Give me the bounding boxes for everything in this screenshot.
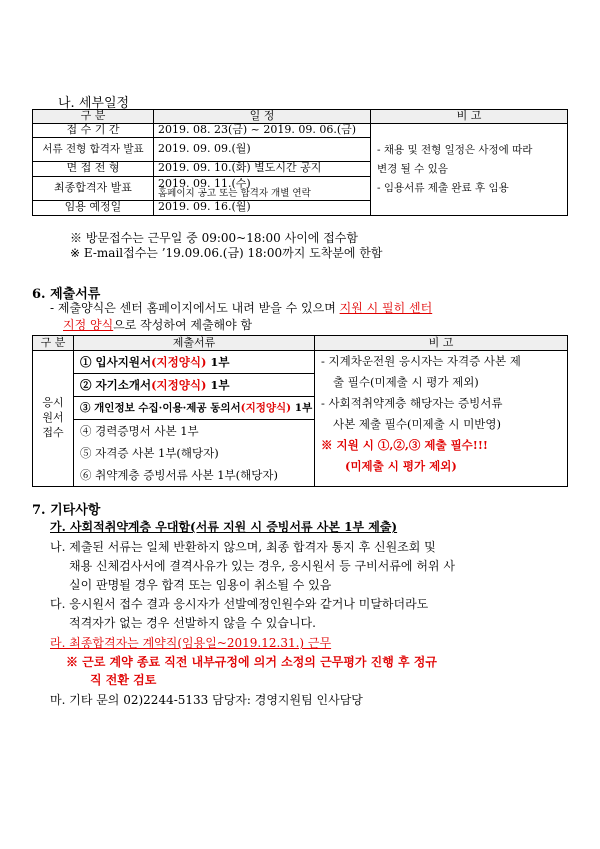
schedule-remark-line: - 채용 및 전형 일정은 사정에 따라: [377, 143, 533, 156]
documents-category-text: 응시원서접수: [42, 396, 64, 439]
documents-intro-cont: [63, 316, 252, 333]
other-item-ra-note-cont: 직 전환 검토: [90, 673, 157, 687]
other-item-ra: 라. 최종합격자는 계약직(임용일~2019.12.31.) 근무: [50, 636, 332, 650]
schedule-row-label: 접 수 기 간: [33, 123, 154, 137]
schedule-note: [70, 244, 383, 261]
documents-intro-emphasis: 지정 양식: [63, 318, 114, 332]
documents-intro: [50, 299, 432, 316]
documents-remark-line: - 사회적취약계층 해당자는 증빙서류: [321, 396, 503, 410]
other-item-ma: 마. 기타 문의 02)2244-5133 담당자: 경영지원팀 인사담당: [50, 693, 363, 707]
schedule-row-label: 임용 예정일: [33, 200, 154, 215]
schedule-remark-line: 변경 될 수 있음: [377, 162, 448, 175]
schedule-note-email: ※ E-mail접수는 ’19.09.06.(금) 18:00까지 도착분에 한함: [70, 246, 383, 260]
documents-required-warning: ※ 지원 시 ①,②,③ 제출 필수!!!: [321, 438, 488, 452]
schedule-row-date-note: 홈페이지 공고 또는 합격자 개별 연락: [158, 187, 311, 199]
documents-required-warning-note: (미제출 시 평가 제외): [345, 459, 457, 473]
other-heading: 7. 기타사항: [32, 503, 101, 518]
documents-header-remark: 비 고: [315, 336, 568, 351]
documents-header-docs: 제출서류: [74, 336, 315, 351]
documents-category: [33, 351, 74, 487]
schedule-remark-line: - 임용서류 제출 완료 후 임용: [377, 181, 509, 194]
other-item-ra-note: ※ 근로 계약 종료 직전 내부규정에 의거 소정의 근무평가 진행 후 정규: [66, 655, 437, 669]
documents-remark-line: 사본 제출 필수(미제출 시 미반영): [333, 417, 502, 431]
other-item-da: 다. 응시원서 접수 결과 응시자가 선발예정인원수와 같거나 미달하더라도: [50, 597, 429, 611]
schedule-row-date: 2019. 09. 09.(월): [154, 137, 371, 161]
documents-intro-emphasis: 지원 시 필히 센터: [339, 301, 433, 315]
documents-intro-suffix: 으로 작성하여 제출해야 함: [113, 318, 253, 332]
document-item: ⑥ 취약계층 증빙서류 사본 1부(해당자): [80, 468, 278, 482]
other-item-na-cont: 실이 판명될 경우 합격 또는 임용이 취소될 수 있음: [69, 578, 332, 592]
documents-header-category: 구 분: [33, 336, 74, 351]
schedule-note: ※ 방문접수는 근무일 중 09:00~18:00 사이에 접수함: [70, 231, 358, 245]
schedule-header-remark: 비 고: [371, 110, 568, 124]
schedule-row-date: 2019. 08. 23(금) ~ 2019. 09. 06.(금): [154, 123, 371, 137]
other-item-na-cont: 채용 신체검사서에 결격사유가 있는 경우, 응시원서 등 구비서류에 허위 사: [69, 559, 455, 573]
schedule-row-date: 2019. 09. 16.(월): [154, 200, 371, 215]
documents-remarks: [315, 351, 568, 487]
documents-remark-line: 출 필수(미제출 시 평가 제외): [333, 375, 479, 389]
document-item: ① 입사지원서(지정양식) 1부: [74, 351, 314, 374]
schedule-row-label: 최종합격자 발표: [33, 176, 154, 200]
schedule-row-label: 면 접 전 형: [33, 161, 154, 176]
schedule-remarks: [371, 123, 568, 215]
schedule-table: [32, 109, 568, 216]
other-item-da-cont: 적격자가 없는 경우 선발하지 않을 수 있습니다.: [69, 616, 316, 630]
schedule-header-category: 구 분: [33, 110, 154, 124]
documents-heading: 6. 제출서류: [32, 287, 101, 302]
documents-table: [32, 335, 568, 487]
other-item-na: 나. 제출된 서류는 일체 반환하지 않으며, 최종 합격자 통지 후 신원조회 및: [50, 540, 436, 554]
documents-remark-line: - 지계차운전원 응시자는 자격증 사본 제: [321, 354, 521, 368]
documents-intro-prefix: - 제출양식은 센터 홈페이지에서도 내려 받을 수 있으며: [50, 301, 340, 315]
schedule-row-date: 2019. 09. 11.(수): [158, 176, 251, 190]
document-item: ⑤ 자격증 사본 1부(해당자): [80, 446, 219, 460]
schedule-heading: 나. 세부일정: [58, 96, 130, 111]
other-item-ga: 가. 사회적취약계층 우대함(서류 지원 시 증빙서류 사본 1부 제출): [50, 520, 398, 534]
document-item: ② 자기소개서(지정양식) 1부: [74, 374, 314, 397]
document-item: ③ 개인정보 수집·이용·제공 동의서(지정양식) 1부: [74, 397, 314, 420]
document-item: ④ 경력증명서 사본 1부: [80, 424, 199, 438]
schedule-header-date: 일 정: [154, 110, 371, 124]
schedule-row-label: 서류 전형 합격자 발표: [33, 137, 154, 161]
schedule-row-date: 2019. 09. 10.(화) 별도시간 공지: [154, 161, 371, 176]
schedule-row-date-cell: [154, 176, 371, 200]
documents-list: [74, 351, 315, 487]
